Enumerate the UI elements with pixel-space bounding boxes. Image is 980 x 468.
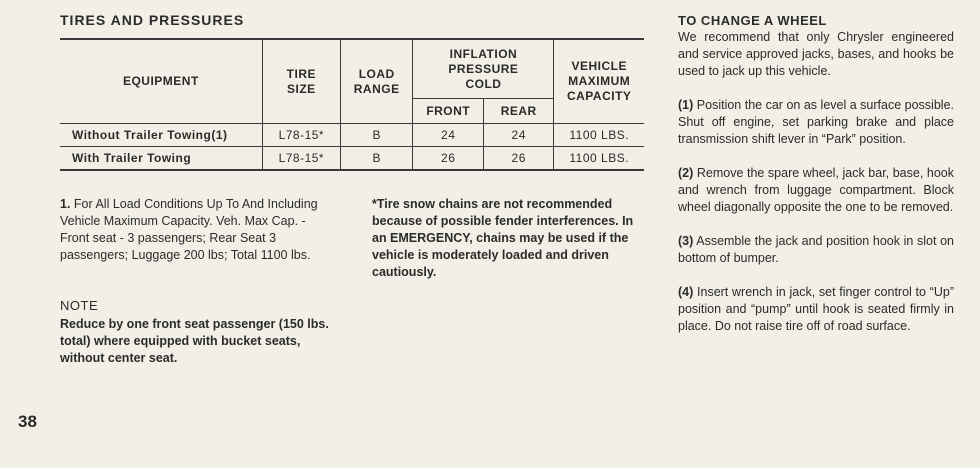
header-tire-size: TIRE SIZE <box>262 39 340 124</box>
cell-tire-size: L78-15* <box>262 147 340 171</box>
change-wheel-section <box>678 12 954 352</box>
snow-chains-note: *Tire snow chains are not recommended because of possible fender interferences. In an EMERGENCY, chains may be used if the vehicle is moderately loaded and driven cautiously. <box>372 197 634 279</box>
step-4: (4) Insert wrench in jack, set finger control to “Up” position and “pump” until hook is seated firmly in place. Do not raise tire off of road surface. <box>678 285 954 333</box>
cell-capacity: 1100 LBS. <box>554 147 644 171</box>
change-wheel-intro: We recommend that only Chrysler engineered and service approved jacks, bases, and hooks be used to jack up this vehicle. <box>678 30 954 78</box>
step-2: (2) Remove the spare wheel, jack bar, base, hook and wrench from luggage compartment. Block wheel diagonally opposite the one to be removed. <box>678 166 954 214</box>
cell-capacity: 1100 LBS. <box>554 124 644 147</box>
header-rear: REAR <box>484 99 554 124</box>
cell-rear: 24 <box>484 124 554 147</box>
tires-section-title: TIRES AND PRESSURES <box>60 12 245 28</box>
header-load-range: LOAD RANGE <box>340 39 413 124</box>
note-body: Reduce by one front seat passenger (150 lbs. total) where equipped with bucket seats, without center seat. <box>60 317 329 365</box>
tire-pressure-table <box>60 38 644 171</box>
table-row <box>60 124 644 147</box>
note-title: NOTE <box>60 298 99 313</box>
cell-tire-size: L78-15* <box>262 124 340 147</box>
page-number: 38 <box>18 412 37 431</box>
header-vehicle-capacity: VEHICLE MAXIMUM CAPACITY <box>554 39 644 124</box>
step-1: (1) Position the car on as level a surface possible. Shut off engine, set parking brake and place transmission shift lever in “Park” position. <box>678 98 954 146</box>
cell-rear: 26 <box>484 147 554 171</box>
header-equipment: EQUIPMENT <box>60 39 262 124</box>
cell-equipment: Without Trailer Towing(1) <box>60 124 262 147</box>
cell-equipment: With Trailer Towing <box>60 147 262 171</box>
cell-front: 26 <box>413 147 484 171</box>
cell-load-range: B <box>340 147 413 171</box>
cell-load-range: B <box>340 124 413 147</box>
step-3: (3) Assemble the jack and position hook in slot on bottom of bumper. <box>678 234 954 265</box>
change-wheel-title: TO CHANGE A WHEEL <box>678 13 827 28</box>
header-front: FRONT <box>413 99 484 124</box>
table-row <box>60 147 644 171</box>
cell-front: 24 <box>413 124 484 147</box>
header-inflation-pressure: INFLATION PRESSURE COLD <box>413 39 554 99</box>
footnote-load-conditions: 1. For All Load Conditions Up To And Including Vehicle Maximum Capacity. Veh. Max Cap. - Front seat - 3 passengers; Rear Seat 3 passengers; Luggage 200 lbs; Total 1100 lbs. <box>60 197 318 262</box>
